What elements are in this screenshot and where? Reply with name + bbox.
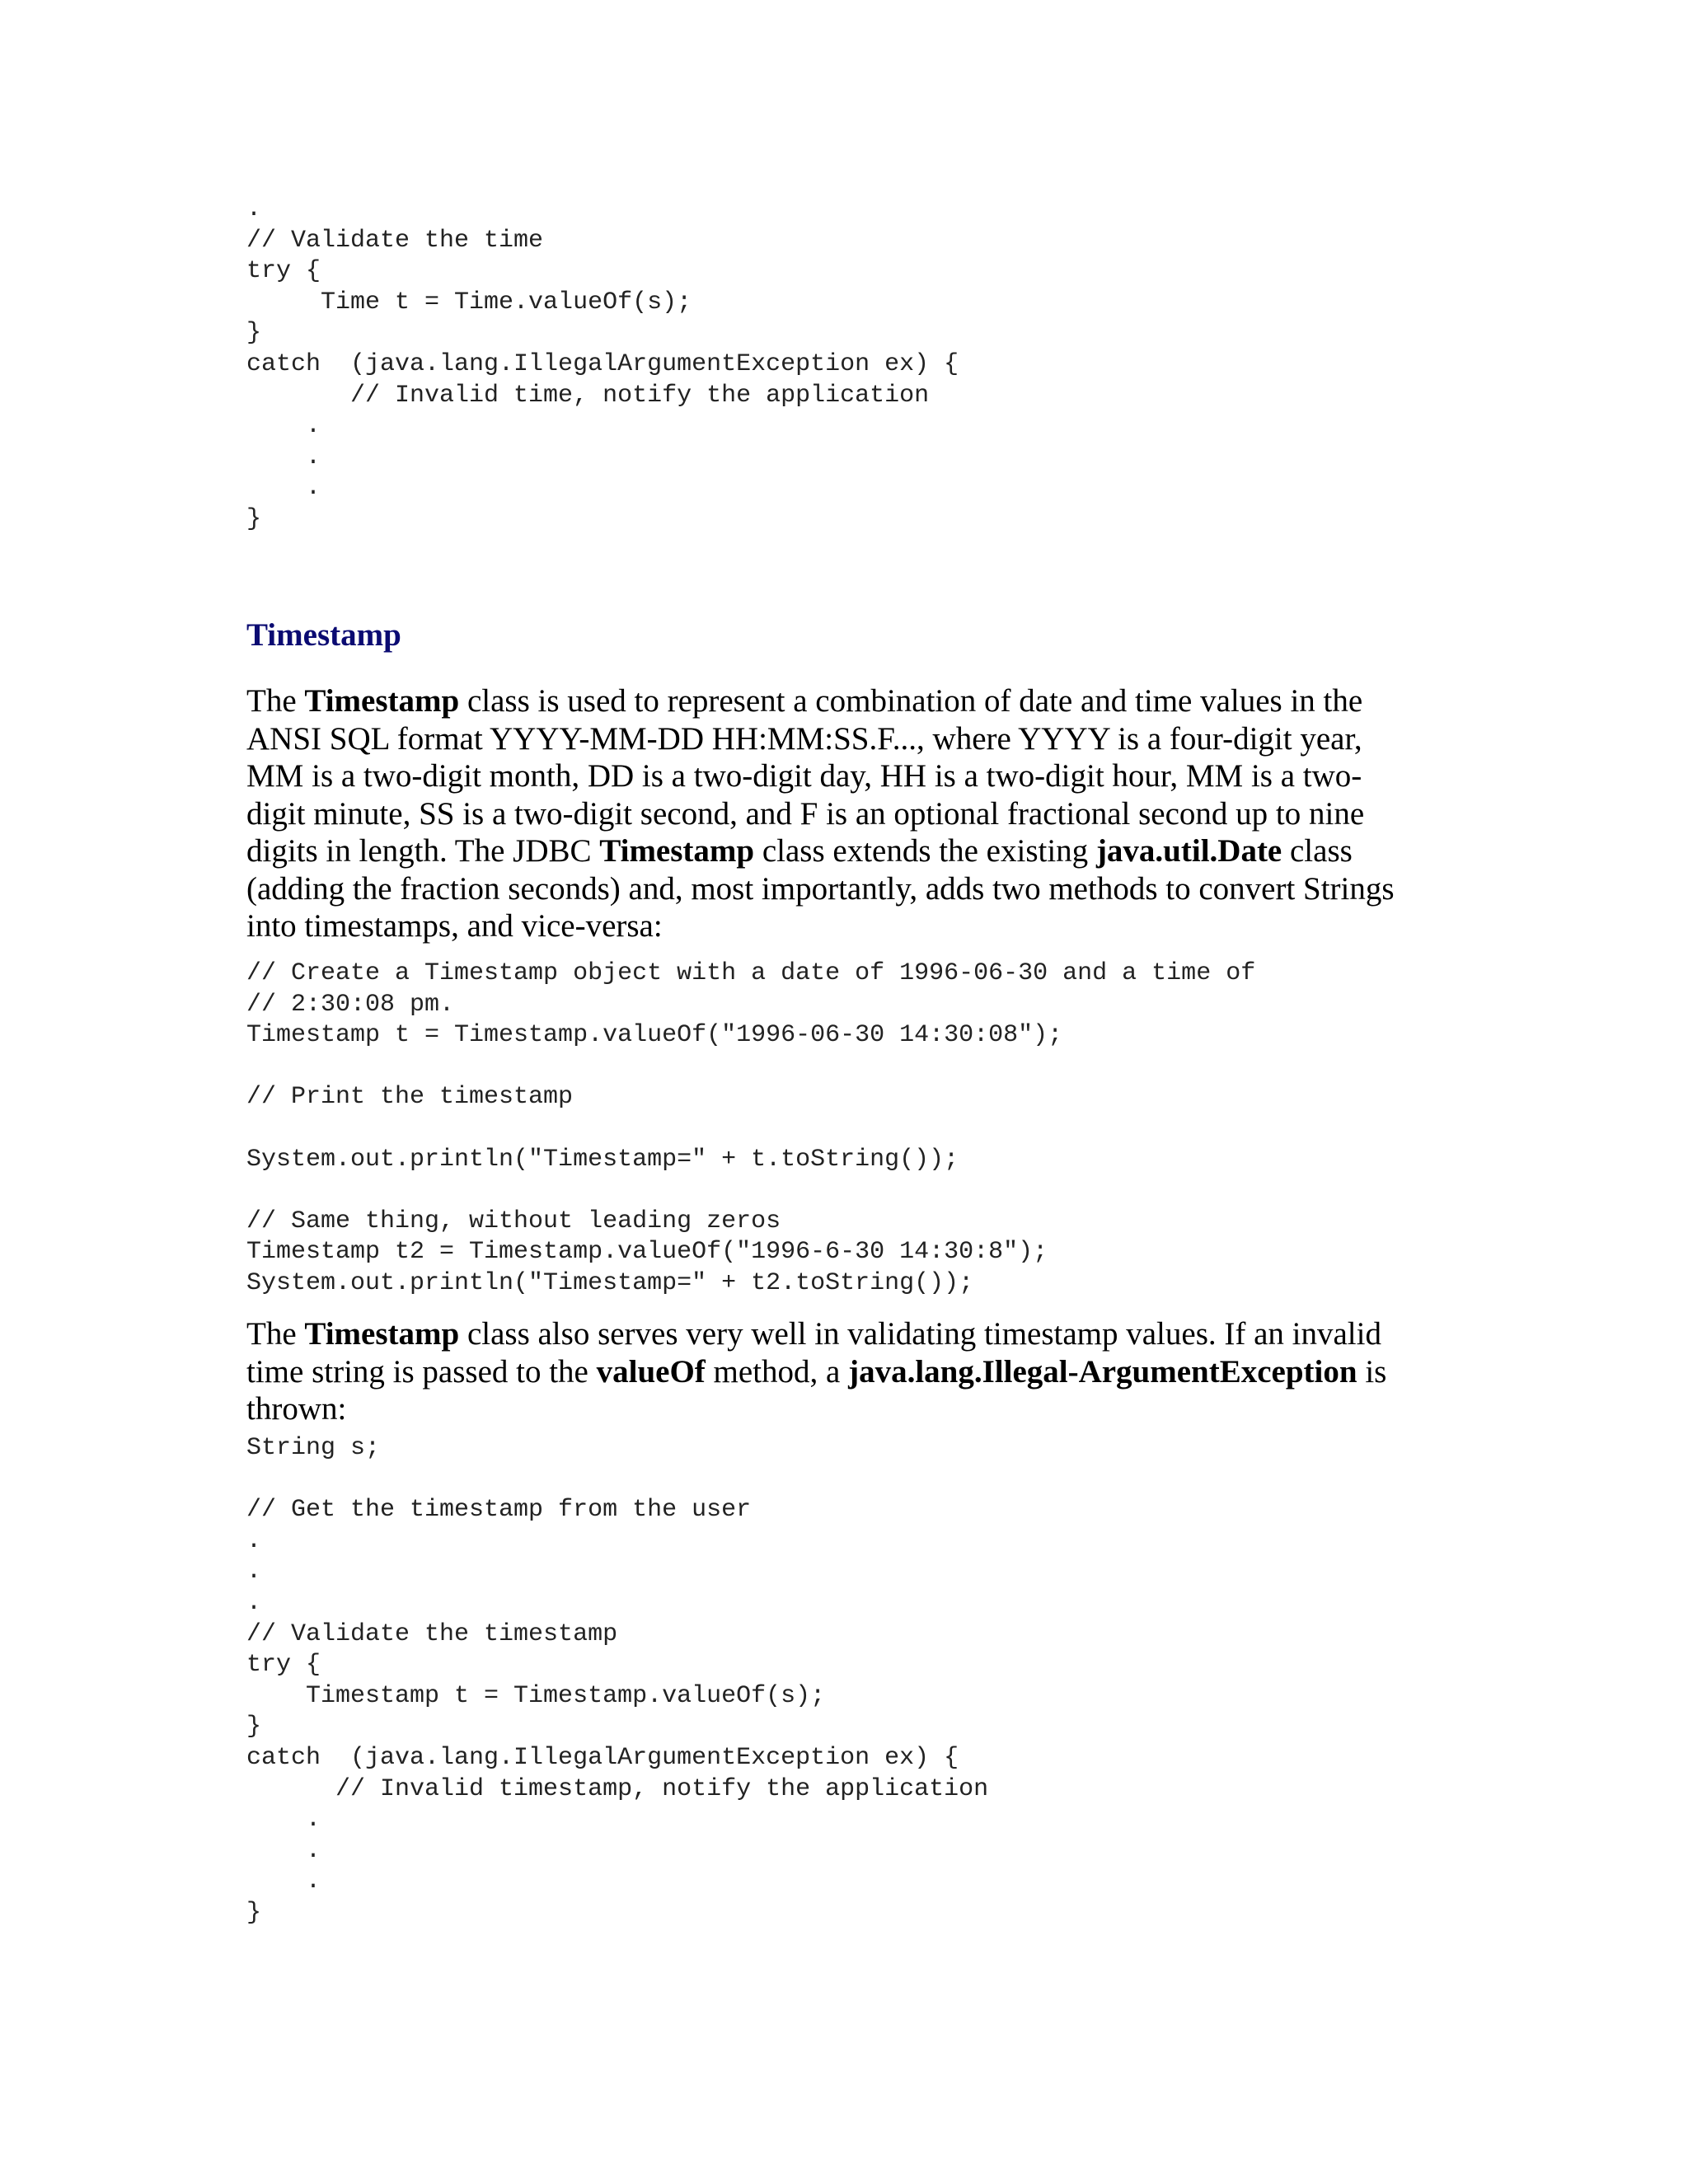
code-block-time-validation: . // Validate the time try { Time t = Time.valueOf(s); } catch (java.lang.IllegalArgumentException ex) { // Invalid time, notify the application . . . }: [246, 195, 959, 533]
code-block-timestamp-example: // Create a Timestamp object with a date of 1996-06-30 and a time of // 2:30:08 pm. Timestamp t = Timestamp.valueOf("1996-06-30 14:30:08"); // Print the timestamp System.out.println("Timestamp=" + t.toString()); // Same thing, without leading zeros Timestamp t2 = Timestamp.valueOf("1996-6-30 14:30:8"); System.out.println("Timestamp=" + t2.toString());: [246, 959, 1256, 1297]
paragraph-timestamp-validation: [246, 1315, 1450, 1428]
paragraph-line: time string is passed to the valueOf method, a java.lang.Illegal-ArgumentException is: [246, 1353, 1387, 1390]
code-block-timestamp-validation: String s; // Get the timestamp from the user . . . // Validate the timestamp try { Timestamp t = Timestamp.valueOf(s); } catch (java.lang.IllegalArgumentException ex) { // Invalid timestamp, notify the application . . . }: [246, 1434, 989, 1927]
section-heading-timestamp: Timestamp: [246, 617, 401, 653]
paragraph-line: thrown:: [246, 1391, 347, 1427]
paragraph-timestamp-description: [246, 682, 1450, 945]
paragraph-line: digits in length. The JDBC Timestamp class extends the existing java.util.Date class: [246, 833, 1353, 869]
paragraph-line: The Timestamp class is used to represent a combination of date and time values in the: [246, 683, 1363, 719]
paragraph-line: into timestamps, and vice-versa:: [246, 908, 663, 944]
paragraph-line: MM is a two-digit month, DD is a two-digit day, HH is a two-digit hour, MM is a two-: [246, 758, 1362, 794]
paragraph-line: ANSI SQL format YYYY-MM-DD HH:MM:SS.F..., where YYYY is a four-digit year,: [246, 720, 1362, 757]
paragraph-line: The Timestamp class also serves very well in validating timestamp values. If an invalid: [246, 1316, 1381, 1352]
paragraph-line: digit minute, SS is a two-digit second, and F is an optional fractional second up to nine: [246, 795, 1365, 832]
paragraph-line: (adding the fraction seconds) and, most importantly, adds two methods to convert Strings: [246, 870, 1395, 907]
